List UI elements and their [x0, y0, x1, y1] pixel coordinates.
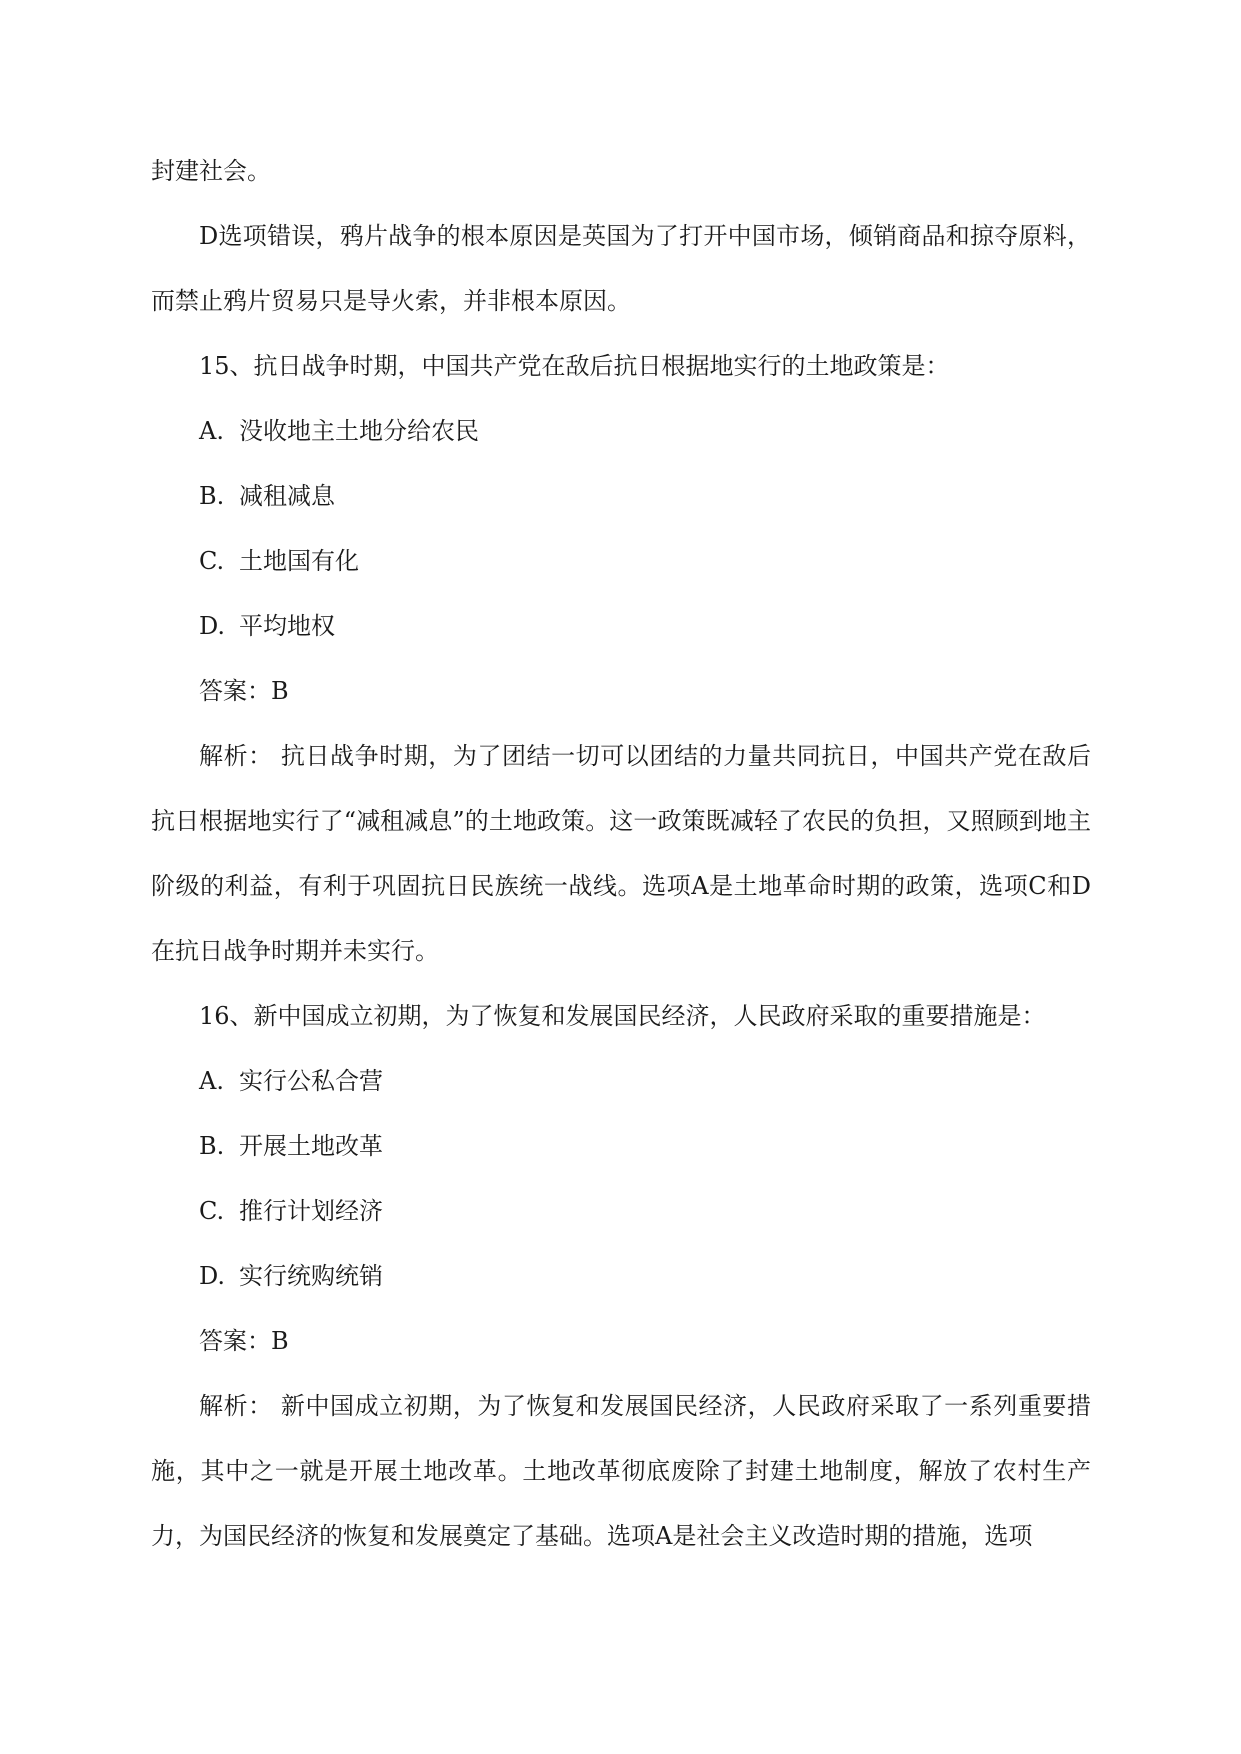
intro-d-explanation: D选项错误，鸦片战争的根本原因是英国为了打开中国市场，倾销商品和掠夺原料，而禁止鸦片贸易只是导火索，并非根本原因。: [151, 222, 1091, 315]
option-text: 实行统购统销: [239, 1262, 383, 1290]
option-text: 平均地权: [239, 612, 335, 640]
question-16: 16、新中国成立初期，为了恢复和发展国民经济，人民政府采取的重要措施是：: [199, 1002, 1046, 1030]
option-letter: B.: [199, 482, 225, 510]
q16-option-b: [151, 1114, 1091, 1179]
q16-option-a: [151, 1049, 1091, 1114]
option-text: 开展土地改革: [239, 1132, 383, 1160]
q15-analysis: 解析： 抗日战争时期，为了团结一切可以团结的力量共同抗日，中国共产党在敌后抗日根据地实行了“减租减息”的土地政策。这一政策既减轻了农民的负担，又照顾到地主阶级的利益，有利于巩固抗日民族统一战线。选项A是土地革命时期的政策，选项C和D在抗日战争时期并未实行。: [151, 742, 1091, 965]
option-letter: A.: [199, 417, 224, 445]
q16-option-c: [151, 1179, 1091, 1244]
option-text: 推行计划经济: [239, 1197, 383, 1225]
option-text: 土地国有化: [239, 547, 359, 575]
q16-analysis: 解析： 新中国成立初期，为了恢复和发展国民经济，人民政府采取了一系列重要措施，其中之一就是开展土地改革。土地改革彻底废除了封建土地制度，解放了农村生产力，为国民经济的恢复和发展奠定了基础。选项A是社会主义改造时期的措施，选项: [151, 1392, 1091, 1550]
q15-answer: 答案：B: [199, 677, 289, 705]
option-letter: D.: [199, 612, 226, 640]
q15-option-c: [151, 529, 1091, 594]
option-text: 减租减息: [239, 482, 335, 510]
option-letter: D.: [199, 1262, 226, 1290]
option-text: 实行公私合营: [239, 1067, 383, 1095]
option-letter: B.: [199, 1132, 225, 1160]
q16-answer: 答案：B: [199, 1327, 289, 1355]
intro-continuation: 封建社会。: [151, 157, 271, 185]
option-letter: C.: [199, 1197, 225, 1225]
q16-option-d: [151, 1244, 1091, 1309]
option-text: 没收地主土地分给农民: [239, 417, 479, 445]
q15-option-d: [151, 594, 1091, 659]
document-body: [151, 139, 1091, 1569]
q15-option-b: [151, 464, 1091, 529]
question-15: 15、抗日战争时期，中国共产党在敌后抗日根据地实行的土地政策是：: [199, 352, 950, 380]
option-letter: C.: [199, 547, 225, 575]
option-letter: A.: [199, 1067, 224, 1095]
q15-option-a: [151, 399, 1091, 464]
